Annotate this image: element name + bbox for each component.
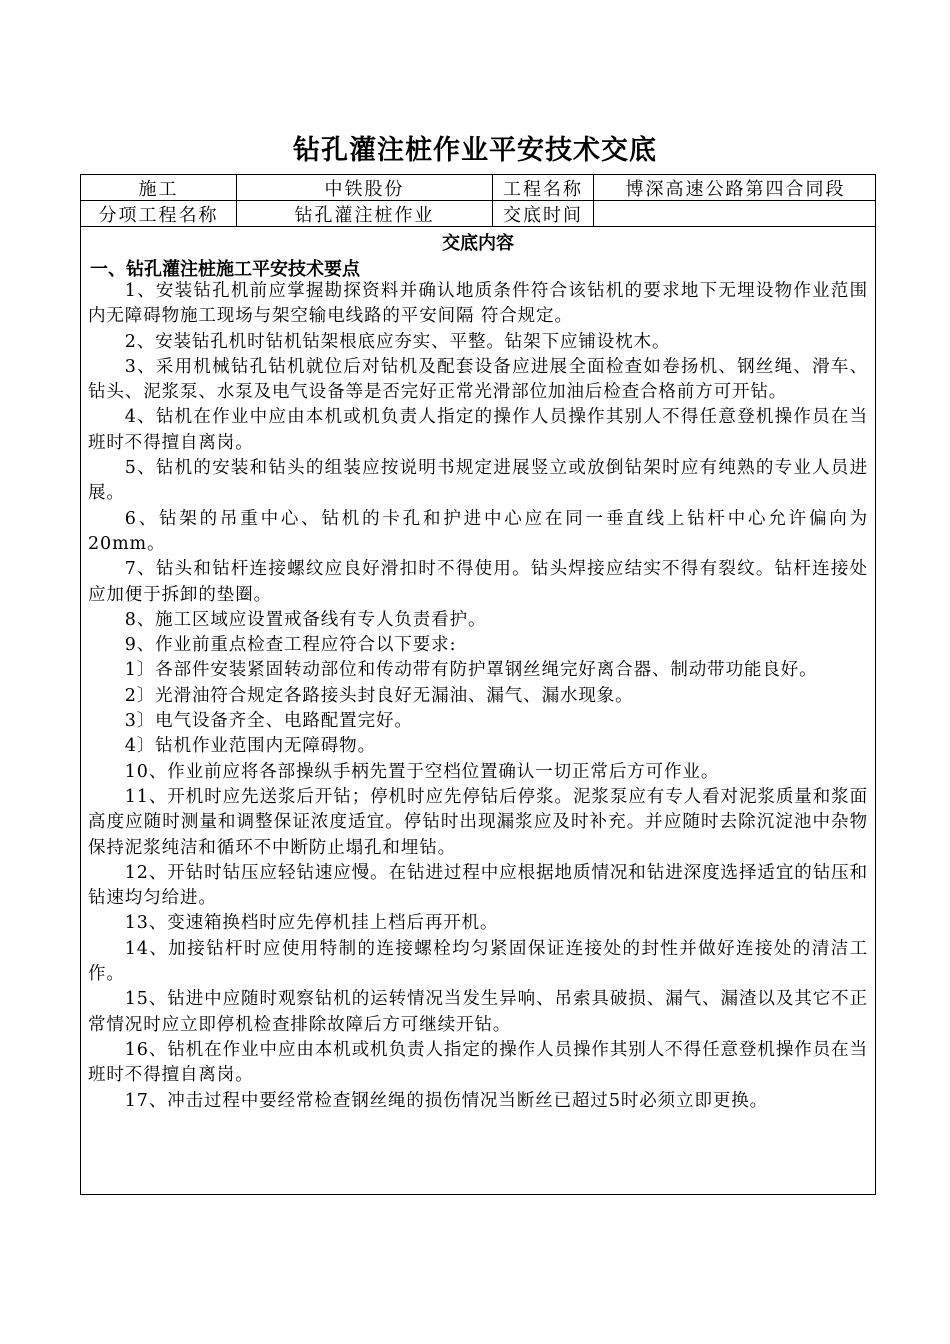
list-item: 5、钻机的安装和钻头的组装应按说明书规定进展竖立或放倒钻架时应有纯熟的专业人员进展。: [88, 458, 868, 504]
list-item: 15、钻进中应随时观察钻机的运转情况当发生异响、吊索具破损、漏气、漏渣以及其它不正常情况时应立即停机检查排除故障后方可继续开钻。: [88, 989, 868, 1035]
project-name-label: 工程名称: [503, 178, 583, 200]
list-item: 6、钻架的吊重中心、钻机的卡孔和护进中心应在同一垂直线上钻杆中心允许偏向为20mm。: [88, 508, 868, 554]
disclosure-time-label: 交底时间: [503, 204, 583, 226]
header-row-1: [81, 175, 875, 201]
list-item: 2〕光滑油符合规定各路接头封良好无漏油、漏气、漏水现象。: [124, 685, 634, 706]
list-item: 11、开机时应先送浆后开钻；停机时应先停钻后停浆。泥浆泵应有专人看对泥浆质量和浆面高度应随时测量和调整保证浓度适宜。停钻时出现漏浆应及时补充。并应随时去除沉淀池中杂物保持泥浆纯洁和循环不中断防止塌孔和埋钻。: [88, 786, 868, 858]
list-item: 3、采用机械钻孔钻机就位后对钻机及配套设备应进展全面检查如卷扬机、钢丝绳、滑车、钻头、泥浆泵、水泵及电气设备等是否完好正常光滑部位加油后检查合格前方可开钻。: [88, 356, 868, 403]
safety-points-list: [88, 279, 868, 1114]
subproject-value: 钻孔灌注桩作业: [294, 204, 435, 226]
document-title: 钻孔灌注桩作业平安技术交底: [293, 135, 657, 166]
list-item: 10、作业前应将各部操纵手柄先置于空档位置确认一切正常后方可作业。: [124, 761, 720, 782]
list-item: 1〕各部件安装紧固转动部位和传动带有防护罩钢丝绳完好离合器、制动带功能良好。: [124, 660, 818, 681]
subproject-label: 分项工程名称: [98, 204, 219, 226]
list-item: 1、安装钻孔机前应掌握勘探资料并确认地质条件符合该钻机的要求地下无埋设物作业范围内无障碍物施工现场与架空输电线路的平安间隔 符合规定。: [88, 281, 868, 327]
column-divider: [593, 175, 594, 227]
list-item: 3〕电气设备齐全、电路配置完好。: [124, 711, 413, 732]
construction-label: 施工: [138, 178, 179, 200]
disclosure-form: [80, 174, 876, 1195]
project-name-value: 博深高速公路第四合同段: [625, 178, 846, 200]
list-item: 14、加接钻杆时应使用特制的连接螺栓均匀紧固保证连接处的封性并做好连接处的清洁工作。: [88, 938, 868, 985]
list-item: 12、开钻时钻压应轻钻速应慢。在钻进过程中应根据地质情况和钻进深度选择适宜的钻压和钻速均匀给进。: [88, 862, 868, 909]
content-heading: 交底内容: [442, 233, 514, 254]
list-item: 16、钻机在作业中应由本机或机负责人指定的操作人员操作其别人不得任意登机操作员在当班时不得擅自离岗。: [88, 1039, 868, 1086]
list-item: 7、钻头和钻杆连接螺纹应良好滑扣时不得使用。钻头焊接应结实不得有裂纹。钻杆连接处应加便于拆卸的垫圈。: [88, 559, 868, 605]
list-item: 8、施工区域应设置戒备线有专人负责看护。: [124, 609, 487, 630]
construction-unit-value: 中铁股份: [324, 178, 405, 200]
list-item: 17、冲击过程中要经常检查钢丝绳的损伤情况当断丝已超过5时必须立即更换。: [124, 1090, 769, 1111]
header-row-2: [81, 201, 875, 227]
column-divider: [492, 175, 493, 227]
list-item: 9、作业前重点检查工程应符合以下要求:: [124, 635, 457, 656]
section-heading: 一、钻孔灌注桩施工平安技术要点: [90, 259, 360, 280]
list-item: 4、钻机在作业中应由本机或机负责人指定的操作人员操作其别人不得任意登机操作员在当班时不得擅自离岗。: [88, 407, 868, 453]
list-item: 13、变速箱换档时应先停机挂上档后再开机。: [124, 913, 499, 934]
list-item: 4〕钻机作业范围内无障碍物。: [124, 736, 376, 757]
disclosure-time-value: [594, 201, 877, 226]
list-item: 2、安装钻孔机时钻机钻架根底应夯实、平整。钻架下应铺设枕木。: [124, 331, 671, 352]
column-divider: [236, 175, 237, 227]
